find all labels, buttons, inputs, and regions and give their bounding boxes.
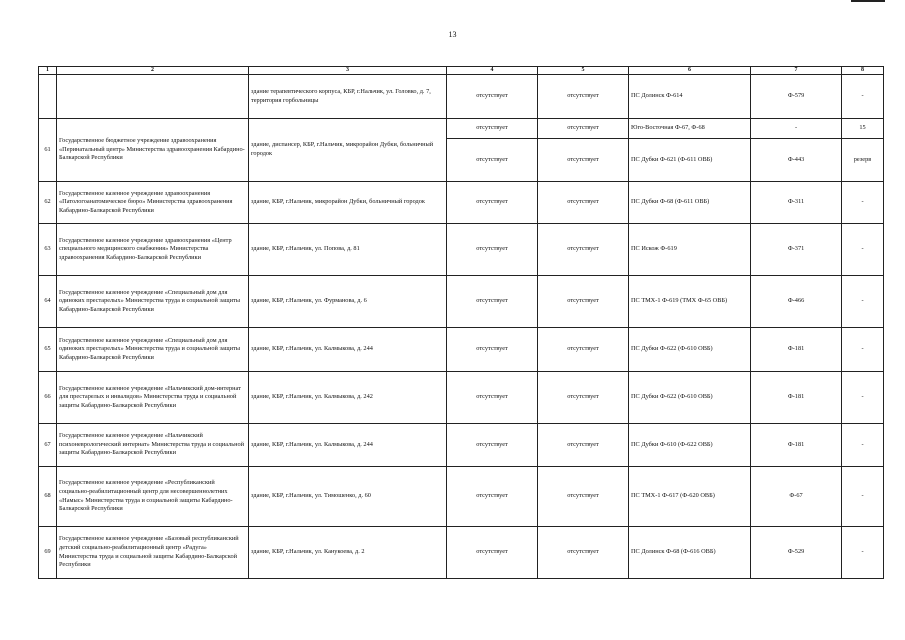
col4-cell: отсутствует	[447, 75, 538, 119]
substation-cell: ПС Дубки Ф-621 (Ф-611 ОВБ)	[629, 139, 751, 182]
col-header-3: 3	[249, 67, 447, 75]
table-row	[39, 182, 884, 224]
row-number: 68	[39, 467, 57, 527]
col-header-5: 5	[538, 67, 629, 75]
organization-cell: Государственное казенное учреждение «Базовый республиканский детский социально-реабилитационный центр «Радуга» Министерства труда и социальной защиты Кабардино-Балкарской Республики	[57, 527, 249, 579]
col4-cell: отсутствует	[447, 276, 538, 328]
table-row	[39, 328, 884, 372]
col5-cell: отсутствует	[538, 328, 629, 372]
feeder-cell: Ф-181	[751, 328, 842, 372]
row-number: 67	[39, 424, 57, 467]
organization-cell: Государственное казенное учреждение «Нальчикский дом-интернат для престарелых и инвалидов» Министерства труда и социальной защиты Кабардино-Балкарской Республики	[57, 372, 249, 424]
col5-cell: отсутствует	[538, 119, 629, 139]
organization-cell: Государственное казенное учреждение «Республиканский социально-реабилитационный центр для несовершеннолетних «Намыс» Министерства труда и социальной защиты Кабардино-Балкарской Республики	[57, 467, 249, 527]
feeder-cell: Ф-67	[751, 467, 842, 527]
address-cell: здание, КБР, г.Нальчик, ул. Тимошенко, д. 60	[249, 467, 447, 527]
feeder-cell: Ф-529	[751, 527, 842, 579]
substation-cell: ПС Дубки Ф-622 (Ф-610 ОВБ)	[629, 372, 751, 424]
row-number: 61	[39, 119, 57, 182]
address-cell: здание, КБР, г.Нальчик, ул. Канукоева, д. 2	[249, 527, 447, 579]
col8-cell: -	[842, 424, 884, 467]
row-number: 69	[39, 527, 57, 579]
feeder-cell: Ф-443	[751, 139, 842, 182]
substation-cell: ПС ТМХ-1 Ф-617 (Ф-620 ОВБ)	[629, 467, 751, 527]
feeder-cell: Ф-181	[751, 372, 842, 424]
col5-cell: отсутствует	[538, 527, 629, 579]
feeder-cell: -	[751, 119, 842, 139]
col-header-4: 4	[447, 67, 538, 75]
col5-cell: отсутствует	[538, 139, 629, 182]
col4-cell: отсутствует	[447, 119, 538, 139]
feeder-cell: Ф-311	[751, 182, 842, 224]
organization-cell: Государственное казенное учреждение «Специальный дом для одиноких престарелых» Министерства труда и социальной защиты Кабардино-Балкарской Республики	[57, 328, 249, 372]
col4-cell: отсутствует	[447, 182, 538, 224]
organization-cell: Государственное казенное учреждение здравоохранения «Патологоанатомическое бюро» Министерства здравоохранения Кабардино-Балкарской Республики	[57, 182, 249, 224]
col4-cell: отсутствует	[447, 372, 538, 424]
feeder-cell: Ф-181	[751, 424, 842, 467]
registry-table	[38, 66, 884, 579]
col-header-6: 6	[629, 67, 751, 75]
col8-cell: -	[842, 224, 884, 276]
address-cell: здание терапевтического корпуса, КБР, г.Нальчик, ул. Головко, д. 7, территория горбольницы	[249, 75, 447, 119]
table-row	[39, 119, 884, 139]
top-rule	[851, 0, 885, 2]
col8-cell: -	[842, 276, 884, 328]
col8-cell: -	[842, 328, 884, 372]
table-row	[39, 424, 884, 467]
row-number: 65	[39, 328, 57, 372]
col4-cell: отсутствует	[447, 139, 538, 182]
col8-cell: -	[842, 182, 884, 224]
table-row	[39, 467, 884, 527]
substation-cell: ПС Дубки Ф-610 (Ф-622 ОВБ)	[629, 424, 751, 467]
substation-cell: ПС Долинск Ф-68 (Ф-616 ОВБ)	[629, 527, 751, 579]
substation-cell: ПС Искож Ф-619	[629, 224, 751, 276]
col4-cell: отсутствует	[447, 527, 538, 579]
col8-cell: -	[842, 527, 884, 579]
col-header-2: 2	[57, 67, 249, 75]
organization-cell: Государственное казенное учреждение «Специальный дом для одиноких престарелых» Министерства труда и социальной защиты Кабардино-Балкарской Республики	[57, 276, 249, 328]
address-cell: здание, КБР, г.Нальчик, ул. Попова, д. 81	[249, 224, 447, 276]
address-cell: здание, КБР, г.Нальчик, микрорайон Дубки, больничный городок	[249, 182, 447, 224]
address-cell: здание, диспансер, КБР, г.Нальчик, микрорайон Дубки, больничный городок	[249, 119, 447, 182]
table-row	[39, 224, 884, 276]
page-number: 13	[448, 30, 457, 39]
row-number	[39, 75, 57, 119]
substation-cell: ПС Дубки Ф-622 (Ф-610 ОВБ)	[629, 328, 751, 372]
row-number: 63	[39, 224, 57, 276]
feeder-cell: Ф-579	[751, 75, 842, 119]
address-cell: здание, КБР, г.Нальчик, ул. Калмыкова, д. 244	[249, 424, 447, 467]
substation-cell: ПС Дубки Ф-68 (Ф-611 ОВБ)	[629, 182, 751, 224]
col5-cell: отсутствует	[538, 75, 629, 119]
col5-cell: отсутствует	[538, 372, 629, 424]
header-row	[39, 67, 884, 75]
address-cell: здание, КБР, г.Нальчик, ул. Калмыкова, д. 242	[249, 372, 447, 424]
col8-cell: 15	[842, 119, 884, 139]
col8-cell: резерв	[842, 139, 884, 182]
organization-cell: Государственное казенное учреждение «Нальчикский психоневрологический интернат» Министерства труда и социальной защиты Кабардино-Балкарской Республики	[57, 424, 249, 467]
col4-cell: отсутствует	[447, 224, 538, 276]
feeder-cell: Ф-371	[751, 224, 842, 276]
row-number: 62	[39, 182, 57, 224]
row-number: 66	[39, 372, 57, 424]
organization-cell	[57, 75, 249, 119]
address-cell: здание, КБР, г.Нальчик, ул. Калмыкова, д. 244	[249, 328, 447, 372]
table-row	[39, 276, 884, 328]
col5-cell: отсутствует	[538, 424, 629, 467]
table-row	[39, 527, 884, 579]
substation-cell: ПС Долинск Ф-614	[629, 75, 751, 119]
row-number: 64	[39, 276, 57, 328]
table-row	[39, 75, 884, 119]
col5-cell: отсутствует	[538, 276, 629, 328]
col-header-8: 8	[842, 67, 884, 75]
col8-cell: -	[842, 372, 884, 424]
col4-cell: отсутствует	[447, 328, 538, 372]
table-row	[39, 372, 884, 424]
col-header-7: 7	[751, 67, 842, 75]
col-header-1: 1	[39, 67, 57, 75]
col5-cell: отсутствует	[538, 467, 629, 527]
feeder-cell: Ф-466	[751, 276, 842, 328]
substation-cell: Юго-Восточная Ф-67, Ф-68	[629, 119, 751, 139]
col4-cell: отсутствует	[447, 467, 538, 527]
col8-cell: -	[842, 467, 884, 527]
organization-cell: Государственное казенное учреждение здравоохранения «Центр специального медицинского снабжения» Министерства здравоохранения Кабардино-Балкарской Республики	[57, 224, 249, 276]
col5-cell: отсутствует	[538, 224, 629, 276]
address-cell: здание, КБР, г.Нальчик, ул. Фурманова, д. 6	[249, 276, 447, 328]
organization-cell: Государственное бюджетное учреждение здравоохранения «Перинатальный центр» Министерства здравоохранения Кабардино-Балкарской Республики	[57, 119, 249, 182]
col8-cell: -	[842, 75, 884, 119]
col4-cell: отсутствует	[447, 424, 538, 467]
col5-cell: отсутствует	[538, 182, 629, 224]
substation-cell: ПС ТМХ-1 Ф-619 (ТМХ Ф-65 ОВБ)	[629, 276, 751, 328]
